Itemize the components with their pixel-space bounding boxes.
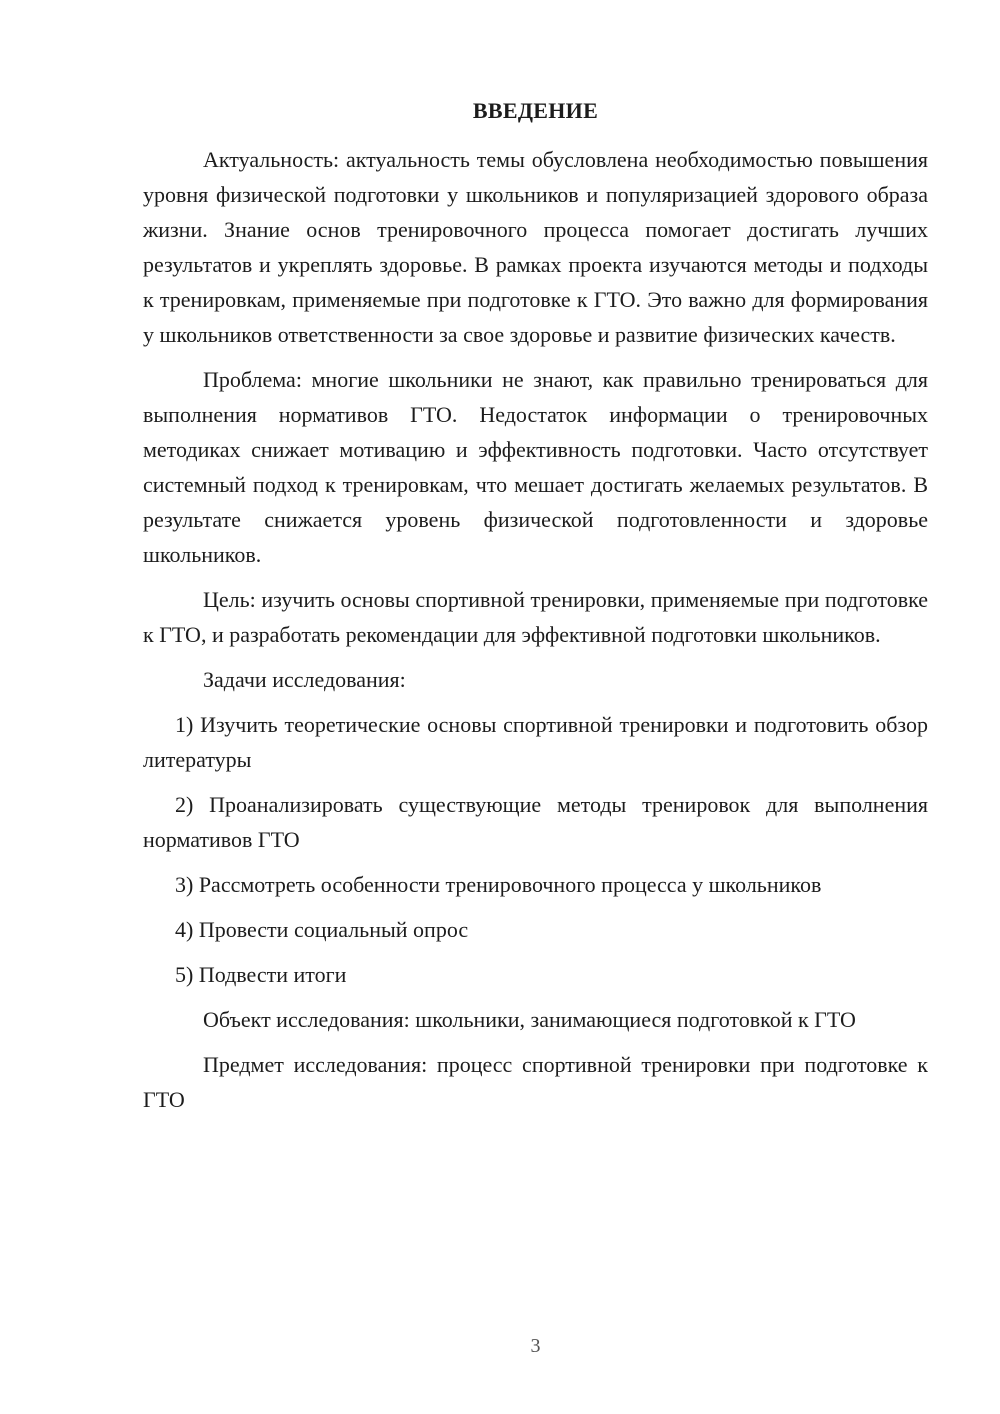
document-body xyxy=(143,142,928,1127)
tasks-heading: Задачи исследования: xyxy=(203,667,406,692)
subject-paragraph: Предмет исследования: процесс спортивной тренировки при подготовке к ГТО xyxy=(143,1052,928,1112)
task-item: 4) Провести социальный опрос xyxy=(175,917,469,942)
problem-paragraph: Проблема: многие школьники не знают, как правильно тренироваться для выполнения нормативов ГТО. Недостаток информации о тренировочных методиках снижает мотивацию и эффективность подготовки. Часто отсутствует системный подход к тренировкам, что мешает достигать желаемых результатов. В результате снижается уровень физической подготовленности и здоровье школьников. xyxy=(143,367,928,567)
object-paragraph: Объект исследования: школьники, занимающиеся подготовкой к ГТО xyxy=(203,1007,856,1032)
task-item: 2) Проанализировать существующие методы тренировок для выполнения нормативов ГТО xyxy=(143,792,928,852)
task-item: 1) Изучить теоретические основы спортивной тренировки и подготовить обзор литературы xyxy=(143,712,928,772)
section-title: ВВЕДЕНИЕ xyxy=(472,98,599,123)
task-item: 3) Рассмотреть особенности тренировочного процесса у школьников xyxy=(175,872,822,897)
page-number: 3 xyxy=(530,1335,541,1357)
relevance-paragraph: Актуальность: актуальность темы обусловлена необходимостью повышения уровня физической подготовки у школьников и популяризацией здорового образа жизни. Знание основ тренировочного процесса помогает достигать лучших результатов и укреплять здоровье. В рамках проекта изучаются методы и подходы к тренировкам, применяемые при подготовке к ГТО. Это важно для формирования у школьников ответственности за свое здоровье и развитие физических качеств. xyxy=(143,147,928,347)
goal-paragraph: Цель: изучить основы спортивной тренировки, применяемые при подготовке к ГТО, и разработать рекомендации для эффективной подготовки школьников. xyxy=(143,587,928,647)
task-item: 5) Подвести итоги xyxy=(175,962,347,987)
